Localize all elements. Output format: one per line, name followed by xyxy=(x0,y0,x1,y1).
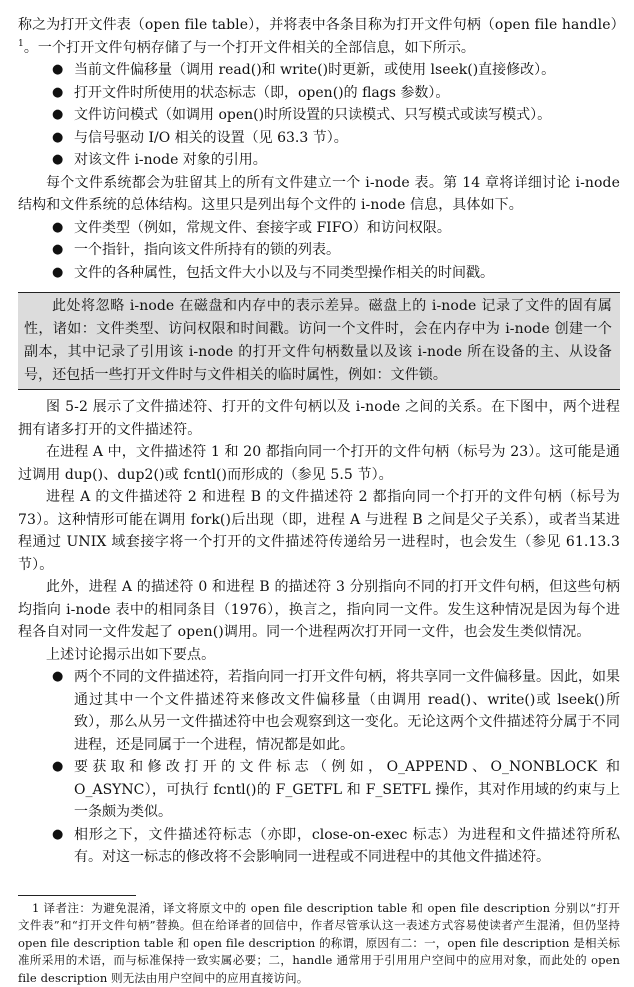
list-item: ● 当前文件偏移量（调用 read()和 write()时更新，或使用 lseek()直接修改）。 xyxy=(18,59,620,82)
bullet-icon: ● xyxy=(52,239,63,262)
open-file-handle-list xyxy=(18,59,620,172)
paragraph: 此外，进程 A 的描述符 0 和进程 B 的描述符 3 分别指向不同的打开文件句柄，但这些句柄均指向 i-node 表中的相同条目（1976），换言之，指向同一文件。发生这种情况是因为每个进程各自对同一文件发起了 open()调用。同一个进程两次打开同一文件，也会发生类似情况。 xyxy=(18,576,620,644)
inode-info-list xyxy=(18,217,620,285)
note-box xyxy=(18,292,620,390)
list-item: ● 两个不同的文件描述符，若指向同一打开文件句柄，将共享同一文件偏移量。因此，如果通过其中一个文件描述符来修改文件偏移量（由调用 read()、write()或 lseek()所致），那么从另一文件描述符中也会观察到这一变化。无论这两个文件描述符分属于不同进程，还是同属于一个进程，情况都是如此。 xyxy=(18,666,620,756)
footnote-text: 1 译者注：为避免混淆，译文将原文中的 open file description table 和 open file description 分别以“打开文件表”和“打开文件句柄”替换。但在给译者的回信中，作者尽管承认这一表述方式容易使读者产生混淆，但仍坚持 open file description table 和 open file description 的称谓，原因有二：一，open file description 是相关标准所采用的术语，而与标准保持一致实属必要；二，handle 通常用于引用用户空间中的应用对象，而此处的 open file description 则无法由用户空间中的应用直接访问。 xyxy=(18,900,620,987)
key-points-list xyxy=(18,666,620,869)
bullet-icon: ● xyxy=(52,824,63,847)
inode-paragraph: 每个文件系统都会为驻留其上的所有文件建立一个 i-node 表。第 14 章将详细讨论 i-node 结构和文件系统的总体结构。这里只是列出每个文件的 i-node 信息，具体如下。 xyxy=(18,172,620,217)
paragraph: 进程 A 的文件描述符 2 和进程 B 的文件描述符 2 都指向同一个打开的文件句柄（标号为 73）。这种情形可能在调用 fork()后出现（即，进程 A 与进程 B 之间是父子关系），或者当某进程通过 UNIX 域套接字将一个打开的文件描述符传递给另一进程时，也会发生（参见 61.13.3 节）。 xyxy=(18,486,620,576)
intro-text-tail: 。一个打开文件句柄存储了与一个打开文件相关的全部信息，如下所示。 xyxy=(24,40,475,56)
paragraph: 上述讨论揭示出如下要点。 xyxy=(18,644,620,667)
intro-paragraph xyxy=(18,14,620,59)
bullet-icon: ● xyxy=(52,82,63,105)
list-item: ● 相形之下，文件描述符标志（亦即，close-on-exec 标志）为进程和文件描述符所私有。对这一标志的修改将不会影响同一进程或不同进程中的其他文件描述符。 xyxy=(18,824,620,869)
note-text: 此处将忽略 i-node 在磁盘和内存中的表示差异。磁盘上的 i-node 记录了文件的固有属性，诸如：文件类型、访问权限和时间戳。访问一个文件时，会在内存中为 i-node 创建一个副本，其中记录了引用该 i-node 的打开文件句柄数量以及该 i-node 所在设备的主、从设备号，还包括一些打开文件时与文件相关的临时属性，例如：文件锁。 xyxy=(24,295,612,387)
bullet-icon: ● xyxy=(52,756,63,779)
footnote-ref[interactable]: 1 xyxy=(18,39,24,49)
list-item: ● 文件的各种属性，包括文件大小以及与不同类型操作相关的时间戳。 xyxy=(18,262,620,285)
bullet-icon: ● xyxy=(52,262,63,285)
paragraph: 在进程 A 中，文件描述符 1 和 20 都指向同一个打开的文件句柄（标号为 23）。这可能是通过调用 dup()、dup2()或 fcntl()而形成的（参见 5.5 节）。 xyxy=(18,441,620,486)
intro-text: 称之为打开文件表（open file table），并将表中各条目称为打开文件句柄（open file handle） xyxy=(18,17,625,33)
bullet-icon: ● xyxy=(52,104,63,127)
bullet-icon: ● xyxy=(52,217,63,240)
footnote-divider xyxy=(18,895,136,896)
bullet-icon: ● xyxy=(52,127,63,150)
list-item: ● 一个指针，指向该文件所持有的锁的列表。 xyxy=(18,239,620,262)
list-item: ● 对该文件 i-node 对象的引用。 xyxy=(18,149,620,172)
bullet-icon: ● xyxy=(52,149,63,172)
bullet-icon: ● xyxy=(52,666,63,689)
list-item: ● 文件类型（例如，常规文件、套接字或 FIFO）和访问权限。 xyxy=(18,217,620,240)
list-item: ● 与信号驱动 I/O 相关的设置（见 63.3 节）。 xyxy=(18,127,620,150)
bullet-icon: ● xyxy=(52,59,63,82)
list-item: ● 文件访问模式（如调用 open()时所设置的只读模式、只写模式或读写模式）。 xyxy=(18,104,620,127)
list-item: ● 打开文件时所使用的状态标志（即，open()的 flags 参数）。 xyxy=(18,82,620,105)
list-item: ● 要获取和修改打开的文件标志（例如，O_APPEND、O_NONBLOCK 和 O_ASYNC），可执行 fcntl()的 F_GETFL 和 F_SETFL 操作，其对作用域的约束与上一条颇为类似。 xyxy=(18,756,620,824)
footnote xyxy=(18,900,620,987)
paragraph: 图 5-2 展示了文件描述符、打开的文件句柄以及 i-node 之间的关系。在下图中，两个进程拥有诸多打开的文件描述符。 xyxy=(18,396,620,441)
